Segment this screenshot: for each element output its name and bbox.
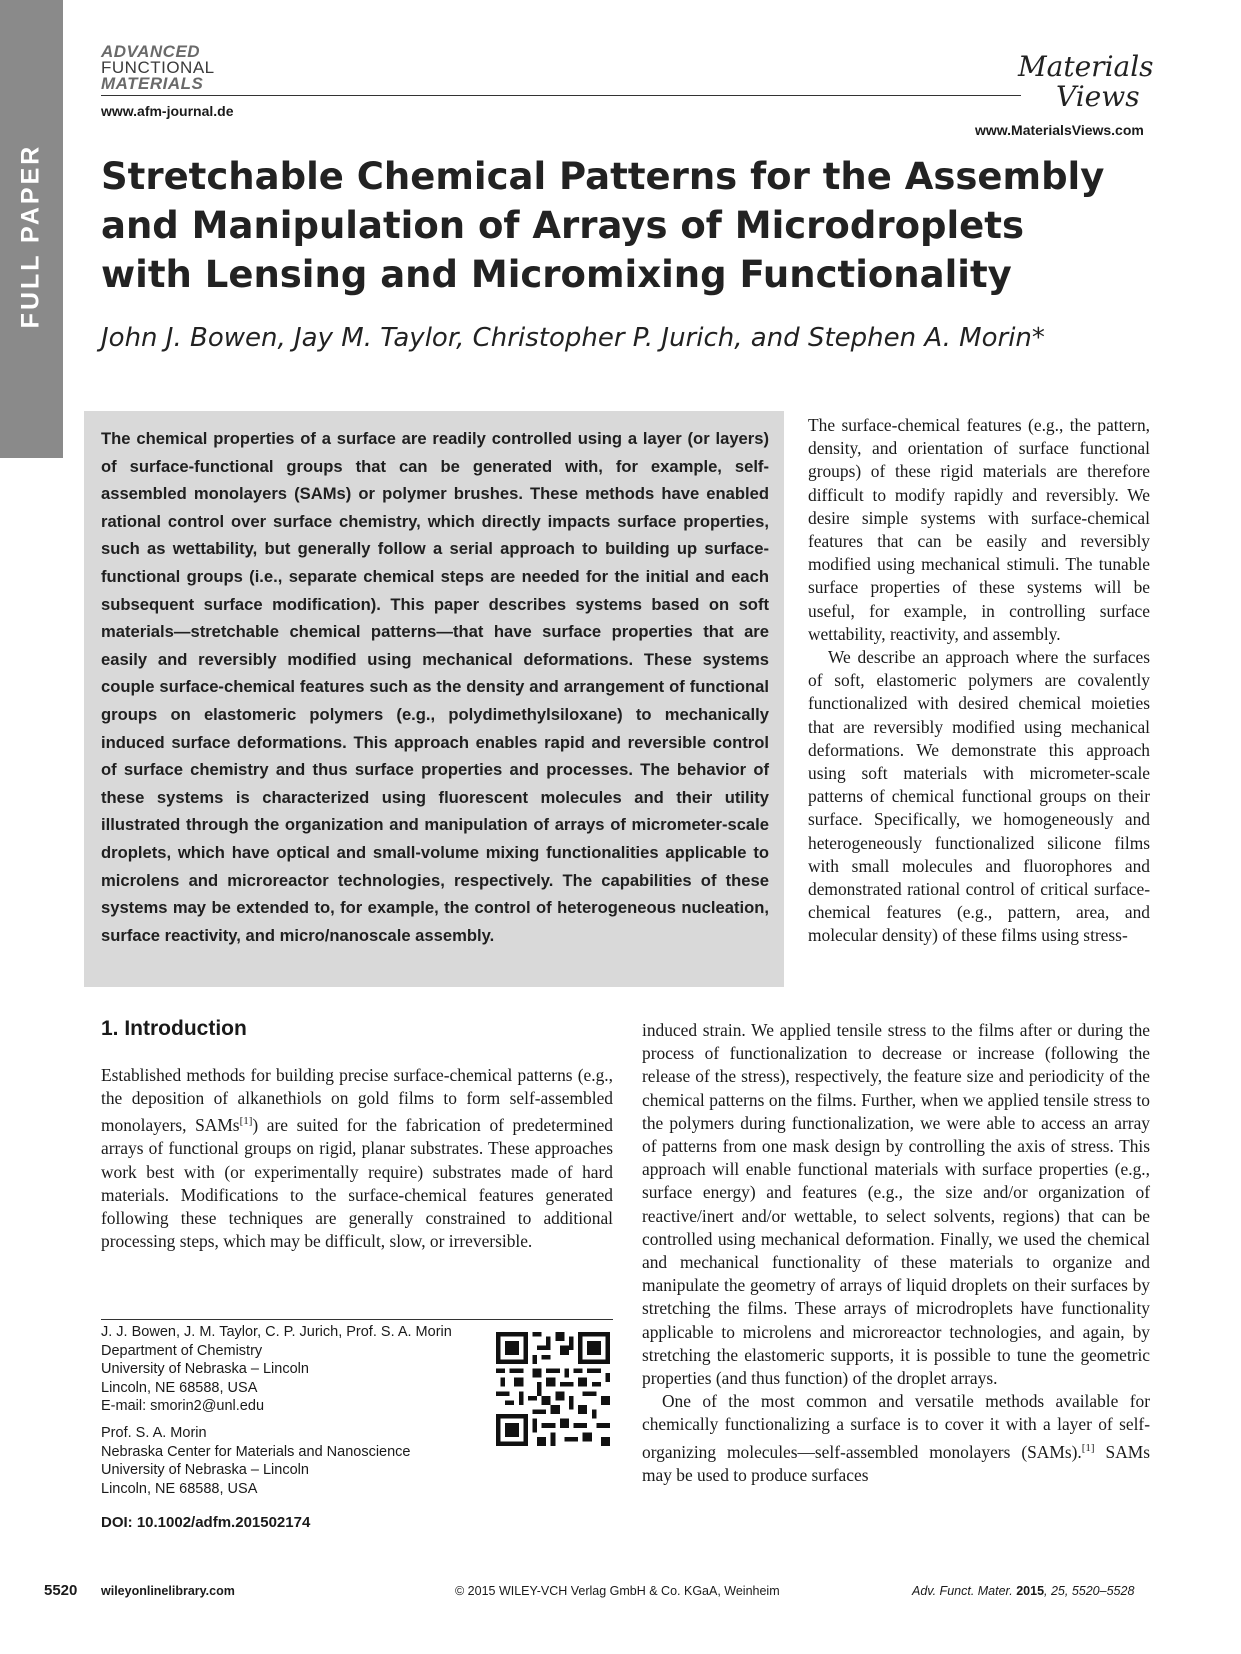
doi[interactable]: DOI: 10.1002/adfm.201502174 (101, 1514, 311, 1531)
text-run: One of the most common and versatile methods available for chemically functionalizing a surface is to cover it with a layer of self-organizing molecules—self-assembled monolayers (SAMs). (642, 1391, 1150, 1462)
publisher-url[interactable]: www.MaterialsViews.com (975, 122, 1144, 138)
affiliation-line: Lincoln, NE 68588, USA (101, 1480, 258, 1497)
affiliation-line: J. J. Bowen, J. M. Taylor, C. P. Jurich, Prof. S. A. Morin (101, 1324, 452, 1340)
affiliation-line: Lincoln, NE 68588, USA (101, 1379, 258, 1396)
citation-year: 2015 (1016, 1584, 1045, 1598)
right-column-bottom (642, 1019, 1150, 1487)
publisher-logo-line: Views (1056, 80, 1140, 113)
abstract-text: The chemical properties of a surface are readily controlled using a layer (or layers) of surface-functional groups that can be generated with, for example, self-assembled monolayers (SAMs) or polymer brushes. These methods have enabled rational control over surface chemistry, which directly impacts surface properties, such as wettability, but generally follow a serial approach to building up surface-functional groups (i.e., separate chemical steps are needed for the initial and each subsequent surface modification). This paper describes systems based on soft materials—stretchable chemical patterns—that have surface properties that are easily and reversibly modified using mechanical deformations. These systems couple surface-chemical features such as the density and arrangement of functional groups on elastomeric polymers (e.g., polydimethylsiloxane) to mechanically induced surface deformations. This approach enables rapid and reversible control of surface chemistry and thus surface properties and processes. The behavior of these systems is characterized using fluorescent molecules and their utility illustrated through the organization and manipulation of arrays of micrometer-scale droplets, which have optical and small-volume mixing functionalities applicable to microlens and microreactor technologies, respectively. The capabilities of these systems may be extended to, for example, the control of heterogeneous nucleation, surface reactivity, and micro/nanoscale assembly. (101, 429, 769, 945)
citation-ref[interactable]: [1] (239, 1115, 253, 1128)
affiliation-divider (101, 1319, 613, 1320)
publisher-logo (1018, 52, 1154, 112)
journal-logo-line: FUNCTIONAL (101, 58, 215, 77)
paragraph: The surface-chemical features (e.g., the pattern, density, and orientation of surface functional groups) of these rigid materials are therefore difficult to modify rapidly and reversibly. We desire simple systems with surface-chemical features that can be easily and reversibly modified using mechanical stimuli. The tunable surface properties of these systems will be useful, for example, in controlling surface wettability, reactivity, and assembly. (808, 415, 1150, 644)
section-tab-label: FULL PAPER (16, 143, 45, 329)
header-divider (101, 95, 1021, 96)
paragraph: We describe an approach where the surfaces of soft, elastomeric polymers are covalently functionalized with desired chemical moieties that are reversibly modified using mechanical deformations. We demonstrate this approach using soft materials with micrometer-scale patterns of chemical functional groups on their surface. Specifically, we homogeneously and heterogeneously functionalized silicone films with small molecules and fluorophores and demonstrated rational control of critical surface-chemical features (e.g., pattern, area, and molecular density) of these films using stress- (808, 647, 1150, 946)
publisher-logo-line: Materials (1018, 50, 1154, 83)
email-link[interactable]: E-mail: smorin2@unl.edu (101, 1398, 265, 1415)
citation-volume-pages: , 25, 5520–5528 (1044, 1584, 1135, 1598)
left-column (101, 1064, 613, 1253)
section-heading: 1. Introduction (101, 1017, 247, 1040)
affiliation-line: University of Nebraska – Lincoln (101, 1361, 309, 1378)
copyright: © 2015 WILEY-VCH Verlag GmbH & Co. KGaA, Weinheim (455, 1584, 780, 1598)
qr-code-icon (496, 1332, 610, 1446)
citation-journal: Adv. Funct. Mater. (912, 1584, 1013, 1598)
text-run: SAMs may be used to produce surfaces (642, 1441, 1150, 1485)
text-run: ) are suited for the fabrication of predetermined arrays of functional groups on rigid, planar substrates. These approaches work best with (or experimentally require) substrates made of hard materials. Modifications to the surface-chemical features generated following these techniques are generally constrained to additional processing steps, which may be difficult, slow, or irreversible. (101, 1115, 613, 1252)
paragraph (642, 1390, 1150, 1487)
publisher-site-link[interactable]: wileyonlinelibrary.com (101, 1584, 235, 1598)
citation (912, 1584, 1134, 1598)
paper-title: Stretchable Chemical Patterns for the Assembly and Manipulation of Arrays of Microdroplets with Lensing and Micromixing Functionality (101, 155, 1105, 296)
section-tab (0, 0, 63, 458)
journal-url[interactable]: www.afm-journal.de (101, 103, 234, 119)
text-run: Established methods for building precise surface-chemical patterns (e.g., the deposition of alkanethiols on gold films to form self-assembled monolayers, SAMs (101, 1065, 613, 1136)
journal-logo (101, 44, 215, 92)
right-column-top (808, 414, 1150, 948)
journal-logo-line: ADVANCED (101, 42, 201, 61)
paragraph: induced strain. We applied tensile stress to the films after or during the process of functionalization to decrease or increase (following the release of the stress), respectively, the feature size and periodicity of the chemical patterns on the films. Further, when we applied tensile stress to the polymers during functionalization, we were able to access an array of patterns from one mask design by controlling the axis of stress. This approach will enable functional materials with surface properties (e.g., surface energy) and features (e.g., the size and/or organization of reactive/inert and/or wettable, to select solvents, regions) that can be controlled using mechanical deformation. Finally, we used the chemical and mechanical functionality of these materials to organize and manipulate the geometry of arrays of liquid droplets on their surfaces by stretching the films. These arrays of microdroplets have functionality applicable to microlens and microreactor technologies, and again, by stretching the elastomeric supports, it is possible to tune the geometric properties (and thus function) of the droplet arrays. (642, 1020, 1150, 1389)
paragraph (101, 1064, 613, 1253)
citation-ref[interactable]: [1] (1081, 1441, 1095, 1454)
affiliation-line: Department of Chemistry (101, 1342, 263, 1359)
affiliations (101, 1323, 481, 1498)
journal-logo-line: MATERIALS (101, 74, 204, 93)
affiliation-line: Prof. S. A. Morin (101, 1424, 207, 1441)
author-list: John J. Bowen, Jay M. Taylor, Christopher P. Jurich, and Stephen A. Morin* (101, 323, 1045, 353)
spacer (101, 1416, 481, 1424)
page-number: 5520 (44, 1582, 78, 1599)
affiliation-line: University of Nebraska – Lincoln (101, 1462, 309, 1479)
affiliation-line: Nebraska Center for Materials and Nanoscience (101, 1443, 411, 1460)
